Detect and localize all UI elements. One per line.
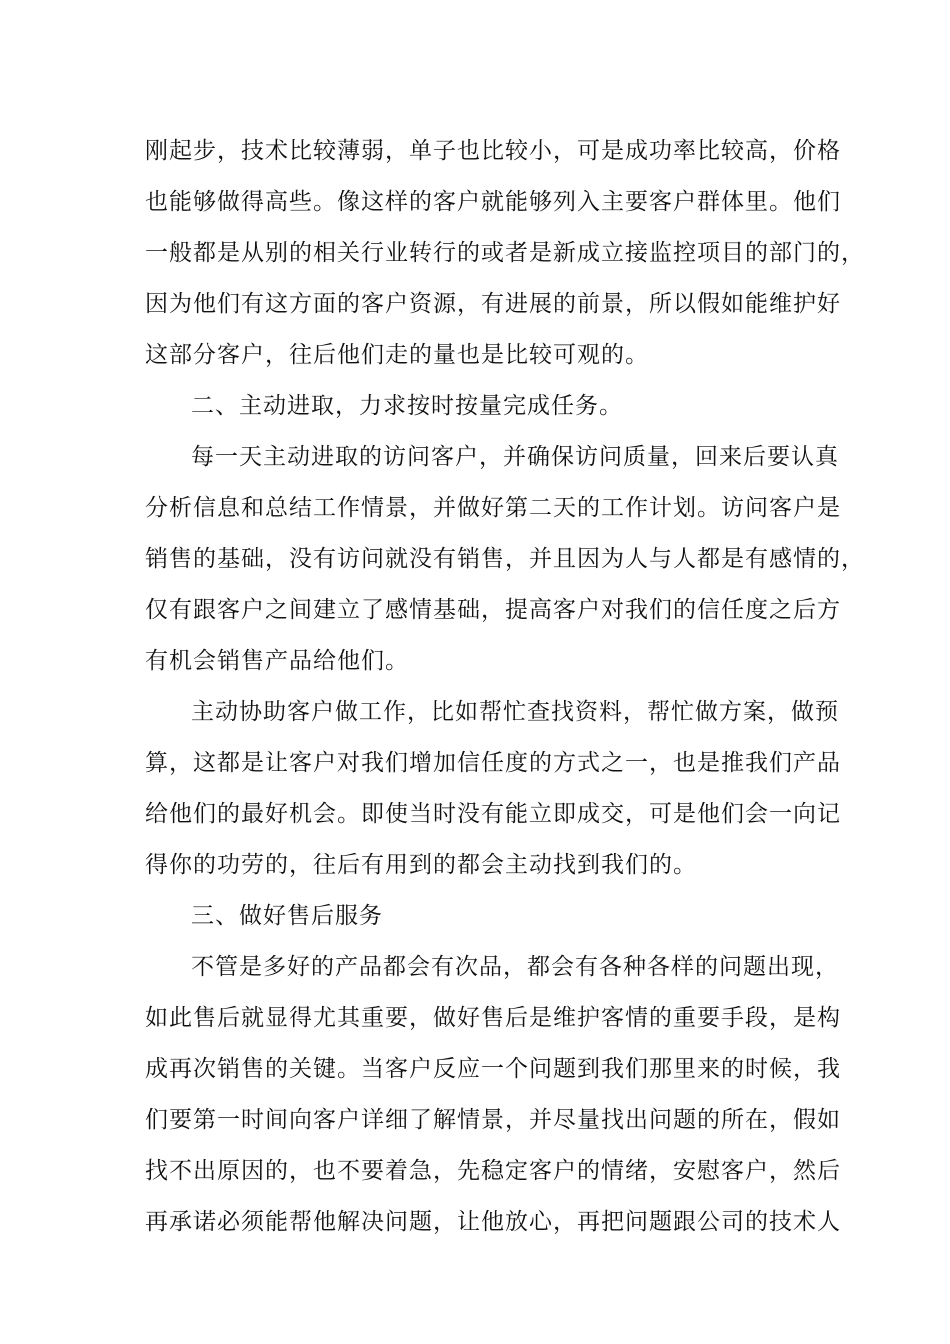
text-line: 再承诺必须能帮他解决问题，让他放心，再把问题跟公司的技术人 — [145, 1209, 841, 1235]
paragraph-first-line: 主动协助客户做工作，比如帮忙查找资料，帮忙做方案，做预 — [191, 699, 839, 725]
body-text — [145, 126, 865, 1248]
text-line: 一般都是从别的相关行业转行的或者是新成立接监控项目的部门的， — [145, 240, 865, 266]
text-line: 们要第一时间向客户详细了解情景，并尽量找出问题的所在，假如 — [145, 1107, 841, 1133]
text-line: 有机会销售产品给他们。 — [145, 648, 409, 674]
text-line: 如此售后就显得尤其重要，做好售后是维护客情的重要手段，是构 — [145, 1005, 841, 1031]
text-line: 找不出原因的，也不要着急，先稳定客户的情绪，安慰客户，然后 — [145, 1158, 841, 1184]
text-line: 给他们的最好机会。即使当时没有能立即成交，可是他们会一向记 — [145, 801, 841, 827]
paragraph-first-line: 不管是多好的产品都会有次品，都会有各种各样的问题出现， — [191, 954, 839, 980]
text-line: 这部分客户，往后他们走的量也是比较可观的。 — [145, 342, 649, 368]
text-line: 仅有跟客户之间建立了感情基础，提高客户对我们的信任度之后方 — [145, 597, 841, 623]
section-heading: 三、做好售后服务 — [191, 903, 383, 929]
text-line: 算，这都是让客户对我们增加信任度的方式之一，也是推我们产品 — [145, 750, 841, 776]
text-line: 得你的功劳的，往后有用到的都会主动找到我们的。 — [145, 852, 697, 878]
text-line: 刚起步，技术比较薄弱，单子也比较小，可是成功率比较高，价格 — [145, 138, 841, 164]
text-line: 成再次销售的关键。当客户反应一个问题到我们那里来的时候，我 — [145, 1056, 841, 1082]
text-line: 因为他们有这方面的客户资源，有进展的前景，所以假如能维护好 — [145, 291, 841, 317]
section-heading: 二、主动进取，力求按时按量完成任务。 — [191, 393, 623, 419]
paragraph-first-line: 每一天主动进取的访问客户，并确保访问质量，回来后要认真 — [191, 444, 839, 470]
text-line: 也能够做得高些。像这样的客户就能够列入主要客户群体里。他们 — [145, 189, 841, 215]
text-line: 分析信息和总结工作情景，并做好第二天的工作计划。访问客户是 — [145, 495, 841, 521]
text-line: 销售的基础，没有访问就没有销售，并且因为人与人都是有感情的， — [145, 546, 865, 572]
